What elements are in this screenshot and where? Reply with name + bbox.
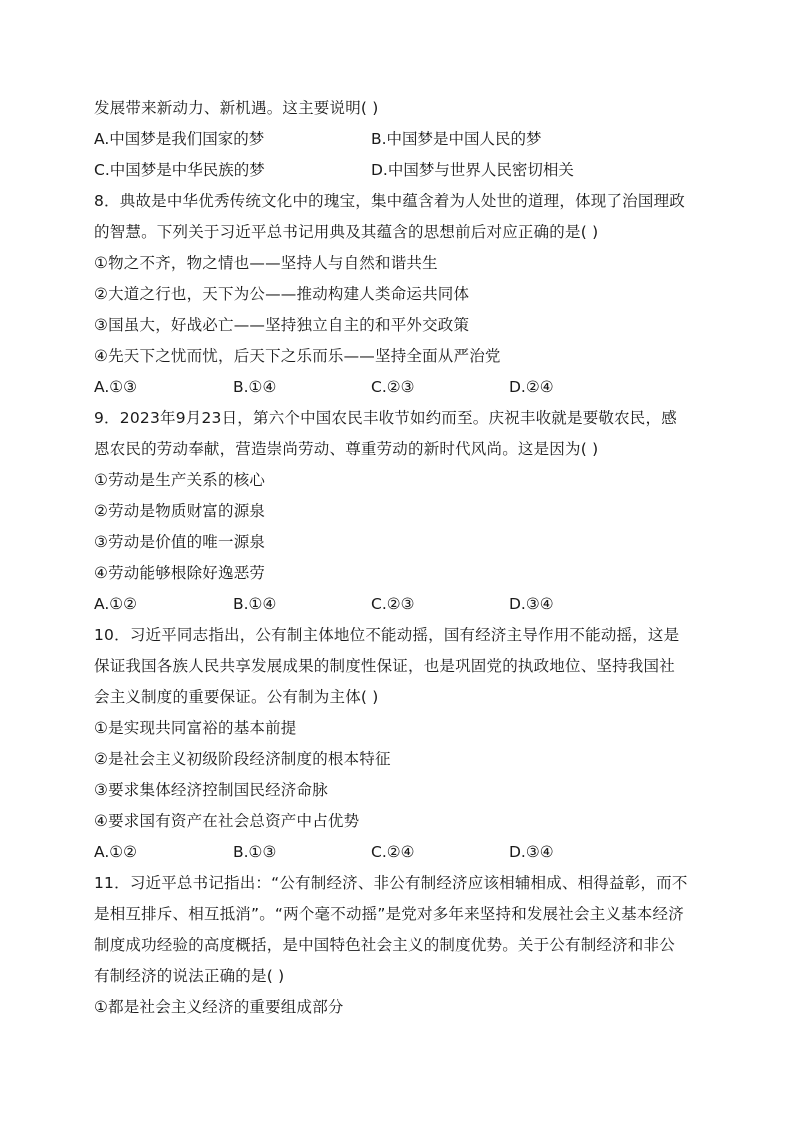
- q7-option-c[interactable]: C.中国梦是中华民族的梦: [94, 161, 265, 179]
- q7-option-d[interactable]: D.中国梦与世界人民密切相关: [371, 161, 574, 179]
- q9-stem-line-1: 9．2023年9月23日，第六个中国农民丰收节如约而至。庆祝丰收就是要敬农民，感: [94, 409, 677, 427]
- q9-option-a[interactable]: A.①②: [94, 595, 138, 613]
- q10-option-c[interactable]: C.②④: [371, 843, 415, 861]
- q10-stem-line-3: 会主义制度的重要保证。公有制为主体( ): [94, 688, 379, 706]
- q9-stem-line-2: 恩农民的劳动奉献，营造崇尚劳动、尊重劳动的新时代风尚。这是因为( ): [94, 440, 599, 458]
- q8-item-4: ④先天下之忧而忧，后天下之乐而乐——坚持全面从严治党: [94, 347, 501, 365]
- q10-stem-line-2: 保证我国各族人民共享发展成果的制度性保证，也是巩固党的执政地位、坚持我国社: [94, 657, 675, 675]
- q7-options-row-1: [94, 124, 704, 155]
- q9-item-2: ②劳动是物质财富的源泉: [94, 502, 266, 520]
- q11-stem-line-4: 有制经济的说法正确的是( ): [94, 967, 285, 985]
- q11-stem-line-3: 制度成功经验的高度概括，是中国特色社会主义的制度优势。关于公有制经济和非公: [94, 936, 675, 954]
- q8-item-3: ③国虽大，好战必亡——坚持独立自主的和平外交政策: [94, 316, 470, 334]
- q10-option-a[interactable]: A.①②: [94, 843, 138, 861]
- q7-option-a[interactable]: A.中国梦是我们国家的梦: [94, 130, 265, 148]
- q9-item-1: ①劳动是生产关系的核心: [94, 471, 266, 489]
- q11-stem-line-1: 11．习近平总书记指出：“公有制经济、非公有制经济应该相辅相成、相得益彰，而不: [94, 874, 688, 892]
- q10-option-d[interactable]: D.③④: [509, 843, 554, 861]
- q10-item-1: ①是实现共同富裕的基本前提: [94, 719, 297, 737]
- q9-option-c[interactable]: C.②③: [371, 595, 415, 613]
- q10-stem-line-1: 10．习近平同志指出，公有制主体地位不能动摇，国有经济主导作用不能动摇，这是: [94, 626, 680, 644]
- q9-option-b[interactable]: B.①④: [233, 595, 277, 613]
- q8-item-1: ①物之不齐，物之情也——坚持人与自然和谐共生: [94, 254, 438, 272]
- q8-option-b[interactable]: B.①④: [233, 378, 277, 396]
- q10-item-3: ③要求集体经济控制国民经济命脉: [94, 781, 328, 799]
- q8-option-c[interactable]: C.②③: [371, 378, 415, 396]
- q10-options: [94, 837, 704, 868]
- q7-stem-tail: 发展带来新动力、新机遇。这主要说明( ): [94, 99, 379, 117]
- q10-item-2: ②是社会主义初级阶段经济制度的根本特征: [94, 750, 391, 768]
- q9-item-4: ④劳动能够根除好逸恶劳: [94, 564, 266, 582]
- q7-option-b[interactable]: B.中国梦是中国人民的梦: [371, 130, 542, 148]
- q9-item-3: ③劳动是价值的唯一源泉: [94, 533, 266, 551]
- q11-item-1: ①都是社会主义经济的重要组成部分: [94, 998, 344, 1016]
- q9-option-d[interactable]: D.③④: [509, 595, 554, 613]
- q7-options-row-2: [94, 155, 704, 186]
- exam-page: [94, 93, 704, 1023]
- q9-options: [94, 589, 704, 620]
- q8-options: [94, 372, 704, 403]
- q8-stem-line-1: 8．典故是中华优秀传统文化中的瑰宝，集中蕴含着为人处世的道理，体现了治国理政: [94, 192, 685, 210]
- q8-option-d[interactable]: D.②④: [509, 378, 554, 396]
- q8-option-a[interactable]: A.①③: [94, 378, 138, 396]
- q10-item-4: ④要求国有资产在社会总资产中占优势: [94, 812, 360, 830]
- q8-item-2: ②大道之行也，天下为公——推动构建人类命运共同体: [94, 285, 470, 303]
- q10-option-b[interactable]: B.①③: [233, 843, 277, 861]
- q8-stem-line-2: 的智慧。下列关于习近平总书记用典及其蕴含的思想前后对应正确的是( ): [94, 223, 599, 241]
- q11-stem-line-2: 是相互排斥、相互抵消”。“两个毫不动摇”是党对多年来坚持和发展社会主义基本经济: [94, 905, 684, 923]
